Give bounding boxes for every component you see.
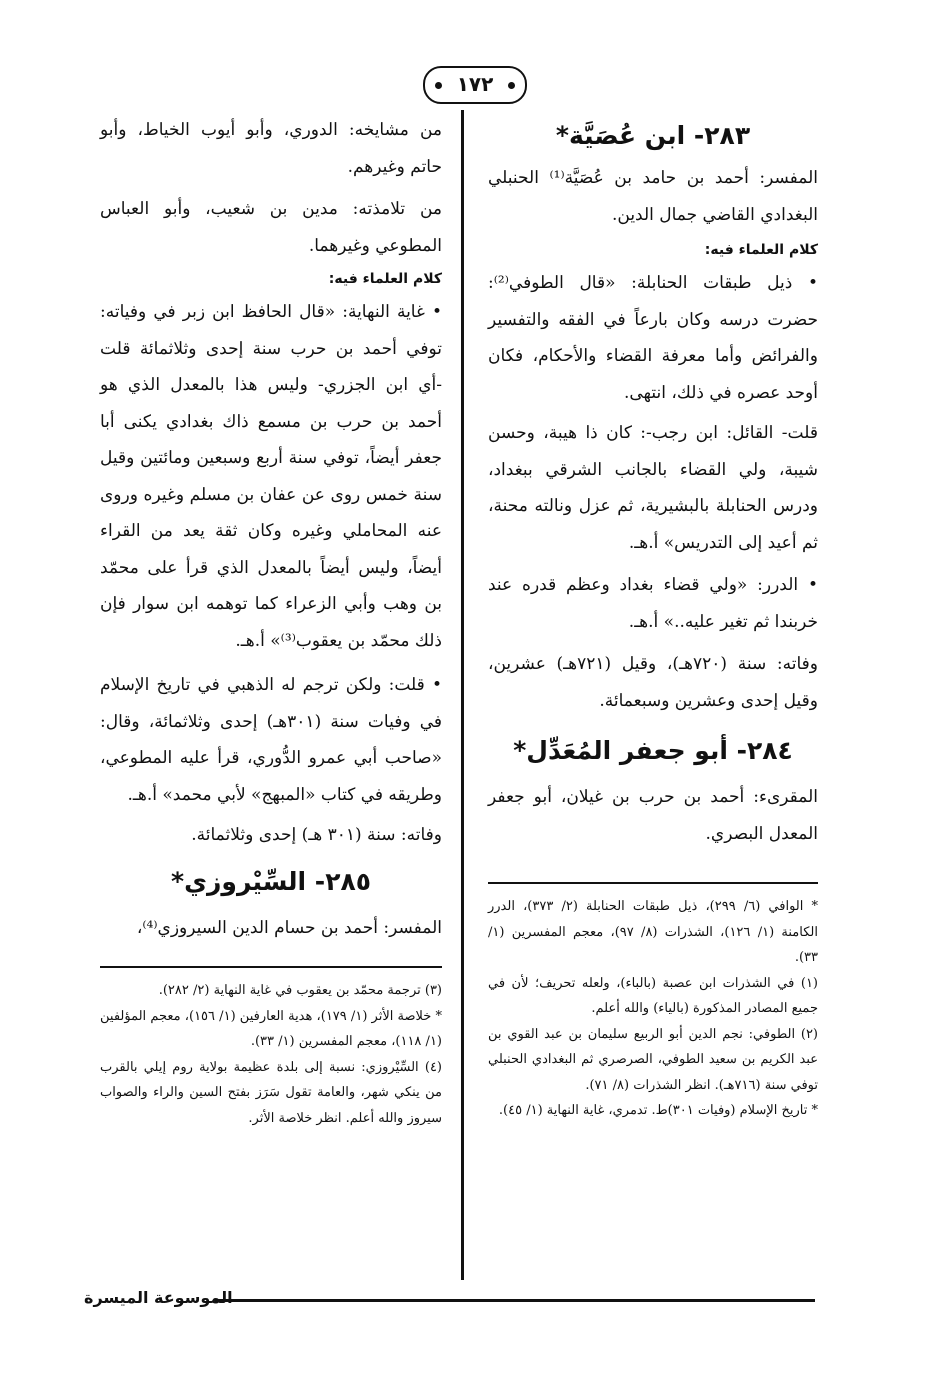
left-quote-2: • قلت: ولكن ترجم له الذهبي في تاريخ الإسلام في وفيات سنة (٣٠١هـ) إحدى وثلاثمائة، وقال: «صاحب أبي عمرو الدُّوري، قرأ عليه المطوعي، وطريقه في كتاب «المبهج» لأبي محمد» أ.هـ. [100, 675, 442, 805]
right-footnote-rule [488, 882, 818, 884]
entry-285-heading: ٢٨٥- السِّيْروزي* [171, 866, 371, 896]
entry-283-scholars-label: كلام العلماء فيه: [704, 242, 818, 258]
footer-title: الموسوعة الميسرة [84, 1288, 233, 1307]
footnote: (٤) السِّيْروزي: نسبة إلى بلدة عظيمة بولاية روم إيلي بالقرب من ينكي شهر، والعامة تقول سَرَز بفتح السين والراء والصواب سيروز والله أعلم. انظر خلاصة الأثر. [100, 1059, 442, 1126]
left-quote-1: • غاية النهاية: «قال الحافظ ابن زبر في وفياته: توفي أحمد بن حرب سنة إحدى وثلاثمائة قلت -أي ابن الجزري- وليس هذا بالمعدل الذي هو أحمد بن حرب بن مسمع ذاك بغدادي يكنى أبا جعفر أيضاً، توفي سنة أربع وسبعين ومائتين وقيل سنة خمس روى عن عفان بن مسلم وغيره وروى عنه المحاملي وغيره وكان ثقة يعد من القراء أيضاً، وليس أيضاً بالمعدل الذي قرأ على محمّد بن وهب وأبي الزعراء كما توهمه ابن سوار فإن ذلك محمّد بن يعقوب⁽³⁾» أ.هـ. [100, 302, 442, 651]
students: من تلامذته: مدين بن شعيب، وأبو العباس المطوعي وغيرهما. [100, 199, 442, 256]
left-footnote-rule [100, 966, 442, 968]
footnote: * خلاصة الأثر (١/ ١٧٩)، هدية العارفين (١/ ١٥٦)، معجم المؤلفين (١/ ١١٨)، معجم المفسرين (١/ ٣٣). [100, 1008, 443, 1049]
footer-rule [215, 1299, 815, 1302]
right-footnotes [488, 894, 818, 1124]
entry-283-death: وفاته: سنة (٧٢٠هـ)، وقيل (٧٢١هـ) عشرين، وقيل إحدى وعشرين وسبعمائة. [488, 654, 818, 711]
left-column [100, 112, 442, 1131]
entry-283-quote-3: • الدرر: «ولي قضاء بغداد وعظم قدره عند خربندا ثم تغير عليه..» أ.هـ. [488, 575, 818, 632]
teachers: من مشايخه: الدوري، وأبو أيوب الخياط، وأبو حاتم وغيرهم. [100, 120, 442, 177]
entry-283-quote-2: قلت- القائل: ابن رجب-: كان ذا هيبة، وحسن شيبة، ولي القضاء بالجانب الشرقي ببغداد، ودرس الحنابلة بالبشيرية، ثم عزل ونالته محنة، ثم أعيد إلى التدريس» أ.هـ. [488, 423, 818, 553]
entry-283-intro: المفسر: أحمد بن حامد بن عُصَيَّة⁽¹⁾ الحنبلي البغدادي القاضي جمال الدين. [488, 168, 818, 225]
left-scholars-label: كلام العلماء فيه: [328, 271, 442, 287]
footnote: * الوافي (٦/ ٢٩٩)، ذيل طبقات الحنابلة (٢/ ٣٧٣)، الدرر الكامنة (١/ ١٢٦)، الشذرات (٨/ ٩٧)، معجم المفسرين (١/ ٣٣). [488, 899, 819, 965]
entry-285-intro: المفسر: أحمد بن حسام الدين السيروزي⁽⁴⁾، [136, 917, 442, 938]
left-death: وفاته: سنة (٣٠١ هـ) إحدى وثلاثمائة. [191, 825, 442, 845]
right-column [488, 112, 818, 1124]
left-footnotes [100, 978, 442, 1131]
entry-284-intro: المقرىء: أحمد بن حرب بن غيلان، أبو جعفر المعدل البصري. [488, 787, 818, 844]
column-divider [461, 110, 464, 1280]
footnote: (٣) ترجمة محمّد بن يعقوب في غاية النهاية (٢/ ٢٨٢). [158, 983, 442, 998]
page-number: ١٧٢ [423, 66, 527, 104]
footnote: * تاريخ الإسلام (وفيات ٣٠١)ط. تدمري، غاية النهاية (١/ ٤٥). [498, 1103, 818, 1118]
footnote: (٢) الطوفي: نجم الدين أبو الربيع سليمان بن عبد القوي بن عبد الكريم بن سعيد الطوفي، الصرصري ثم البغدادي الحنبلي توفي سنة (٧١٦هـ). انظر الشذرات (٨/ ٧١). [488, 1026, 818, 1093]
footnote: (١) في الشذرات ابن عصبة (بالباء)، ولعله تحريف؛ لأن في جميع المصادر المذكورة (بالياء) والله أعلم. [488, 975, 818, 1016]
entry-283-quote-1: • ذيل طبقات الحنابلة: «قال الطوفي⁽²⁾: حضرت درسه وكان بارعاً في الفقه والتفسير والفرائض وأما معرفة القضاء والأحكام، فكان أوحد عصره في ذلك، انتهى. [488, 273, 818, 403]
entry-283-heading: ٢٨٣- ابن عُصَيَّة* [555, 121, 751, 150]
entry-284-heading: ٢٨٤- أبو جعفر المُعَدِّل* [513, 736, 793, 765]
